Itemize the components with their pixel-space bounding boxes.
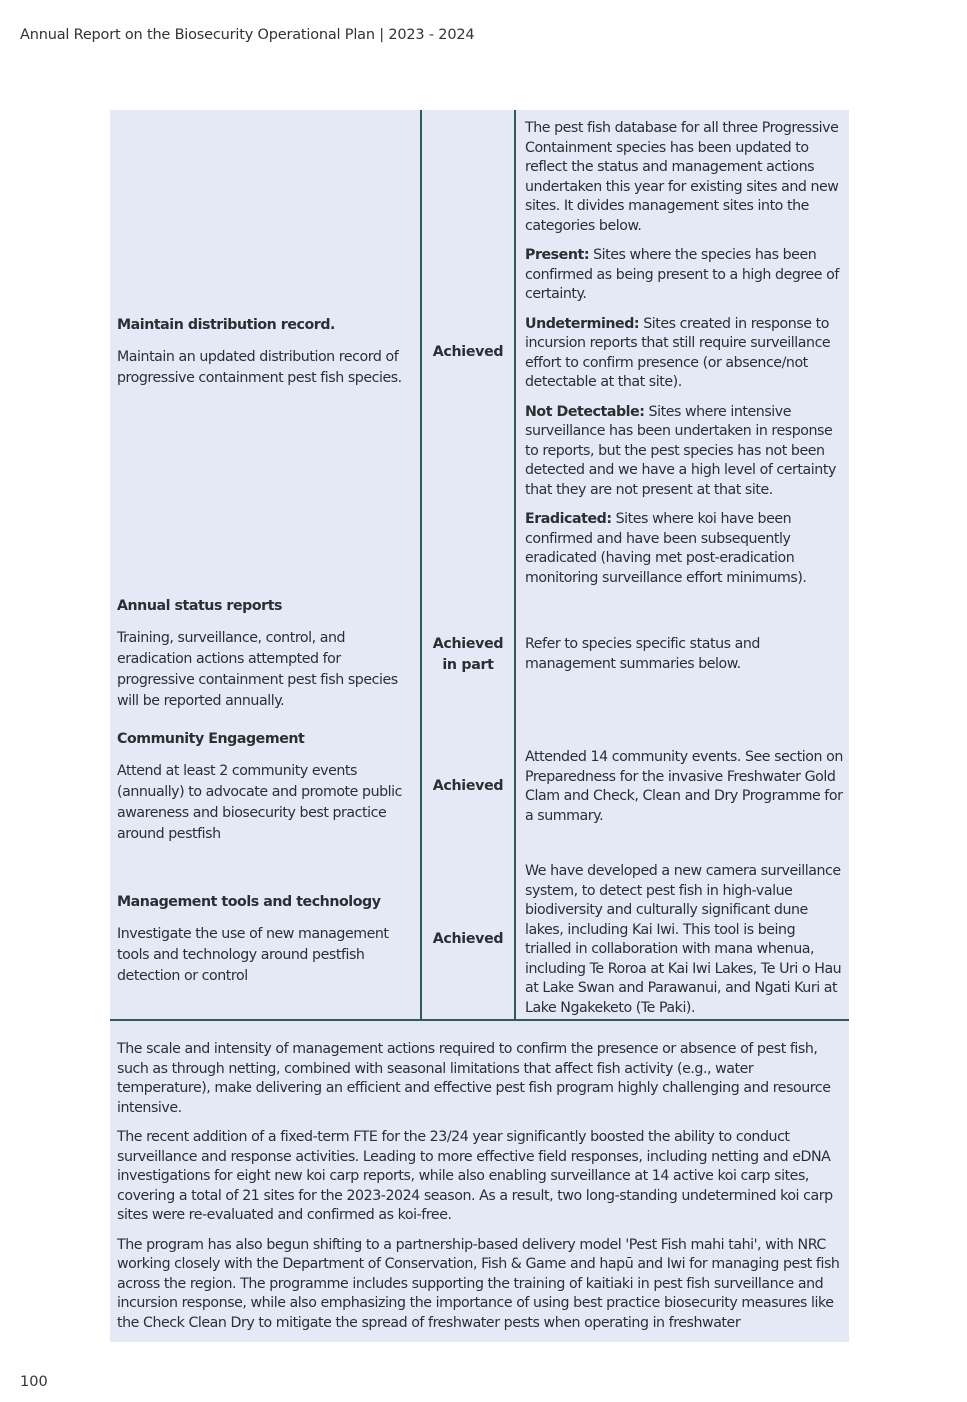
- category-present: Present: Sites where the species has been confirmed as being present to a high degree of certainty.: [525, 247, 839, 302]
- comment-cell: [525, 862, 843, 1018]
- comment-cell: [525, 119, 843, 588]
- status-line: Achieved: [432, 636, 504, 652]
- category-undetermined: Undetermined: Sites created in response to incursion reports that still require surveillance effort to confirm presence (or absence/not detectable at that site).: [525, 315, 831, 390]
- objective-cell: [117, 893, 413, 987]
- status-label: Achieved: [432, 344, 504, 360]
- objective-description: Investigate the use of new management tools and technology around pestfish detection or control: [117, 925, 389, 984]
- table-column-divider: [420, 110, 422, 1020]
- status-label: Achieved: [432, 931, 504, 947]
- status-label: [422, 634, 514, 676]
- objective-description: Attend at least 2 community events (annually) to advocate and promote public awareness and biosecurity best practice around pestfish: [117, 762, 402, 842]
- objective-title: Management tools and technology: [117, 894, 381, 910]
- running-header: Annual Report on the Biosecurity Operational Plan | 2023 - 2024: [20, 27, 475, 43]
- comment-cell: [525, 635, 843, 674]
- comment-text: Attended 14 community events. See section on Preparedness for the invasive Freshwater Gold Clam and Check, Clean and Dry Programme for a summary.: [525, 749, 843, 824]
- summary-notes: [117, 1040, 841, 1343]
- comment-cell: [525, 748, 843, 826]
- table-bottom-rule: [110, 1019, 849, 1021]
- objective-cell: [117, 730, 413, 845]
- status-line: in part: [442, 657, 494, 673]
- objective-cell: [117, 316, 413, 389]
- objective-title: Community Engagement: [117, 731, 305, 747]
- objective-description: Training, surveillance, control, and eradication actions attempted for progressive containment pest fish species will be reported annually.: [117, 629, 398, 709]
- summary-paragraph: The recent addition of a fixed-term FTE for the 23/24 year significantly boosted the ability to conduct surveillance and response activities. Leading to more effective field responses, including netting and eDNA investigations for eight new koi carp reports, while also enabling surveillance at 14 active koi carp sites, covering a total of 21 sites for the 2023-2024 season. As a result, two long-standing undetermined koi carp sites were re-evaluated and confirmed as koi-free.: [117, 1129, 833, 1223]
- status-label: Achieved: [432, 778, 504, 794]
- comment-text: We have developed a new camera surveillance system, to detect pest fish in high-value biodiversity and culturally significant dune lakes, including Kai Iwi. This tool is being trialled in collaboration with mana whenua, including Te Roroa at Kai Iwi Lakes, Te Uri o Hau at Lake Swan and Parawanui, and Ngati Kuri at Lake Ngakeketo (Te Paki).: [525, 863, 842, 1016]
- comment-text: Refer to species specific status and management summaries below.: [525, 636, 760, 672]
- category-eradicated: Eradicated: Sites where koi have been confirmed and have been subsequently eradicated (having met post-eradication monitoring surveillance effort minimums).: [525, 511, 807, 586]
- objective-cell: [117, 597, 413, 712]
- page-number: 100: [20, 1374, 48, 1390]
- objective-title: Maintain distribution record.: [117, 317, 335, 333]
- objective-title: Annual status reports: [117, 598, 283, 614]
- summary-paragraph: The scale and intensity of management actions required to confirm the presence or absence of pest fish, such as through netting, combined with seasonal limitations that affect fish activity (e.g., water temperature), make delivering an efficient and effective pest fish program highly challenging and resource intensive.: [117, 1041, 831, 1116]
- objective-description: Maintain an updated distribution record of progressive containment pest fish species.: [117, 348, 402, 386]
- table-column-divider: [514, 110, 516, 1020]
- category-not-detectable: Not Detectable: Sites where intensive surveillance has been undertaken in response to reports, but the pest species has not been detected and we have a high level of certainty that they are not present at that site.: [525, 403, 836, 498]
- comment-intro: The pest fish database for all three Progressive Containment species has been updated to reflect the status and management actions undertaken this year for existing sites and new sites. It divides management sites into the categories below.: [525, 120, 839, 234]
- summary-paragraph: The program has also begun shifting to a partnership-based delivery model 'Pest Fish mahi tahi', with NRC working closely with the Department of Conservation, Fish & Game and hapū and Iwi for managing pest fish across the region. The programme includes supporting the training of kaitiaki in pest fish surveillance and incursion response, while also emphasizing the importance of using best practice biosecurity measures like the Check Clean Dry to mitigate the spread of freshwater pests when operating in freshwater: [117, 1236, 840, 1331]
